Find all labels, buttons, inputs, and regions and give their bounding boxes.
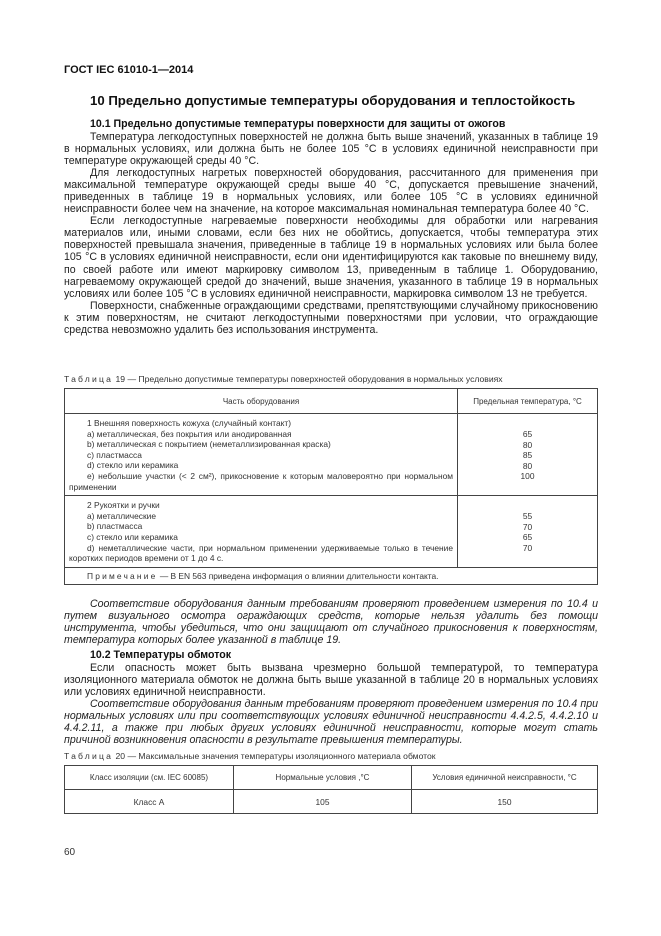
cell: 150 [412, 790, 598, 814]
column-header: Предельная температура, °С [458, 389, 598, 414]
item: b) пластмасса [87, 521, 143, 532]
table-header-row [65, 389, 598, 414]
group-2-values [458, 496, 598, 568]
column-header: Класс изоляции (см. IEC 60085) [65, 766, 234, 790]
item: d) стекло или керамика [87, 460, 179, 471]
value: 80 [522, 460, 533, 471]
table-note [65, 567, 598, 584]
table-label: Таблица [64, 751, 114, 761]
page-number: 60 [64, 847, 76, 858]
item: a) металлические [87, 510, 156, 521]
table-row [65, 790, 598, 814]
paragraph: Если опасность может быть вызвана чрезмерно большой температурой, то температура изоляционного материала обмоток не должна быть выше указанной в таблице 20 в нормальных условиях или условиях единичной неисправности. [64, 661, 598, 699]
table-caption-text: 19 — Предельно допустимые температуры поверхностей оборудования в нормальных условиях [115, 374, 503, 384]
value: 70 [522, 521, 533, 532]
table-20 [64, 765, 598, 814]
body-section-10-1 [64, 118, 598, 336]
paragraph: Если легкодоступные нагреваемые поверхности необходимы для обработки или нагревания материалов или, иными словами, если без них не обойтись, допускается, чтобы температура этих поверхностей превышала значения, приведенные в таблице 19 в нормальных условиях или была более 105 °С в условиях единичной неисправности, если они идентифицируются как таковые по внешнему виду, по своей работе или имеют маркировку символом 13, приведенным в таблице 1. Оборудованию, нагреваемому окружающей средой до значений, выше значения, указанного в таблице 19 в нормальных условиях или более 105 °С в условиях единичной неисправности, маркировка символом 13 не требуется. [64, 215, 598, 300]
value: 80 [522, 439, 533, 450]
table-row [65, 496, 598, 568]
note-label: Примечание [87, 570, 158, 581]
table-19 [64, 388, 598, 585]
group-title: 1 Внешняя поверхность кожуха (случайный контакт) [87, 418, 292, 428]
table-20-caption [64, 751, 436, 761]
document-header: ГОСТ IEC 61010-1—2014 [64, 64, 194, 76]
item: b) металлическая с покрытием (неметаллизированная краска) [87, 439, 331, 450]
value: 65 [522, 532, 533, 543]
table-caption-text: 20 — Максимальные значения температуры изоляционного материала обмоток [115, 751, 436, 761]
group-1-cell [65, 414, 458, 496]
section-title: 10 Предельно допустимые температуры оборудования и теплостойкость [90, 93, 576, 108]
table-19-caption [64, 374, 503, 384]
compliance-paragraph: Соответствие оборудования данным требованиям проверяют проведением измерения по 10.4 и путем визуального осмотра ограждающих средств, которые нельзя удалить без помощи инструмента, чтобы убедиться, что они защищают от случайного прикосновения к поверхностям, температура которых более указанной в таблице 19. [64, 598, 598, 647]
item: e) небольшие участки (< 2 см²), прикосновение к которым маловероятно при нормальном применении [69, 470, 453, 492]
compliance-paragraph: Соответствие оборудования данным требованиям проверяют проведением измерения по 10.4 при нормальных условиях или при соответствующих условиях единичной неисправности 4.4.2.5, 4.4.2.10 и 4.4.2.11, а также при любых других условиях единичной неисправности, которые могут стать причиной возникновения опасности в результате превышения температуры. [64, 698, 598, 747]
cell: 105 [234, 790, 412, 814]
paragraph: Поверхности, снабженные ограждающими средствами, препятствующими случайному прикосновению к этим поверхностям, не считают легкодоступными поверхностями при условии, что ограждающие средства невозможно удалить без использования инструмента. [64, 299, 598, 336]
paragraph: Температура легкодоступных поверхностей не должна быть выше значений, указанных в таблице 19 в нормальных условиях, или должна быть не более 105 °С в условиях единичной неисправности при температуре окружающей среды 40 °С. [64, 130, 598, 167]
value: 55 [522, 511, 533, 522]
value: 65 [522, 429, 533, 439]
group-2-cell [65, 496, 458, 568]
table-label: Таблица [64, 374, 114, 384]
group-title: 2 Рукоятки и ручки [87, 500, 160, 511]
note-text: — В EN 563 приведена информация о влиянии длительности контакта. [159, 570, 439, 581]
subsection-title-10-1: 10.1 Предельно допустимые температуры поверхности для защиты от ожогов [90, 118, 506, 130]
item: c) стекло или керамика [87, 531, 178, 542]
value: 100 [520, 471, 535, 482]
table-row [65, 414, 598, 496]
cell: Класс А [65, 790, 234, 814]
body-section-10-2 [64, 598, 598, 747]
table-header-row [65, 766, 598, 790]
subsection-title-10-2: 10.2 Температуры обмоток [90, 649, 232, 662]
value: 70 [522, 542, 533, 553]
column-header: Условия единичной неисправности, °С [412, 766, 598, 790]
group-1-values [458, 414, 598, 496]
item: a) металлическая, без покрытия или анодированная [87, 428, 292, 439]
value: 85 [522, 450, 533, 461]
item: d) неметаллические части, при нормальном применении удерживаемые только в течение коротких периодов времени от 1 до 4 с. [69, 542, 453, 564]
column-header: Часть оборудования [65, 389, 458, 414]
item: c) пластмасса [87, 449, 142, 460]
table-note-row [65, 567, 598, 584]
column-header: Нормальные условия ,°С [234, 766, 412, 790]
paragraph: Для легкодоступных нагретых поверхностей оборудования, рассчитанного для применения при максимальной температуре окружающей среды выше 40 °С, допускается превышение значений, приведенных в таблице 19 в нормальных условиях, или более 105 °С в условиях единичной неисправности более чем на значение, на которое максимальная номинальная температура более 40 °С. [64, 166, 598, 216]
